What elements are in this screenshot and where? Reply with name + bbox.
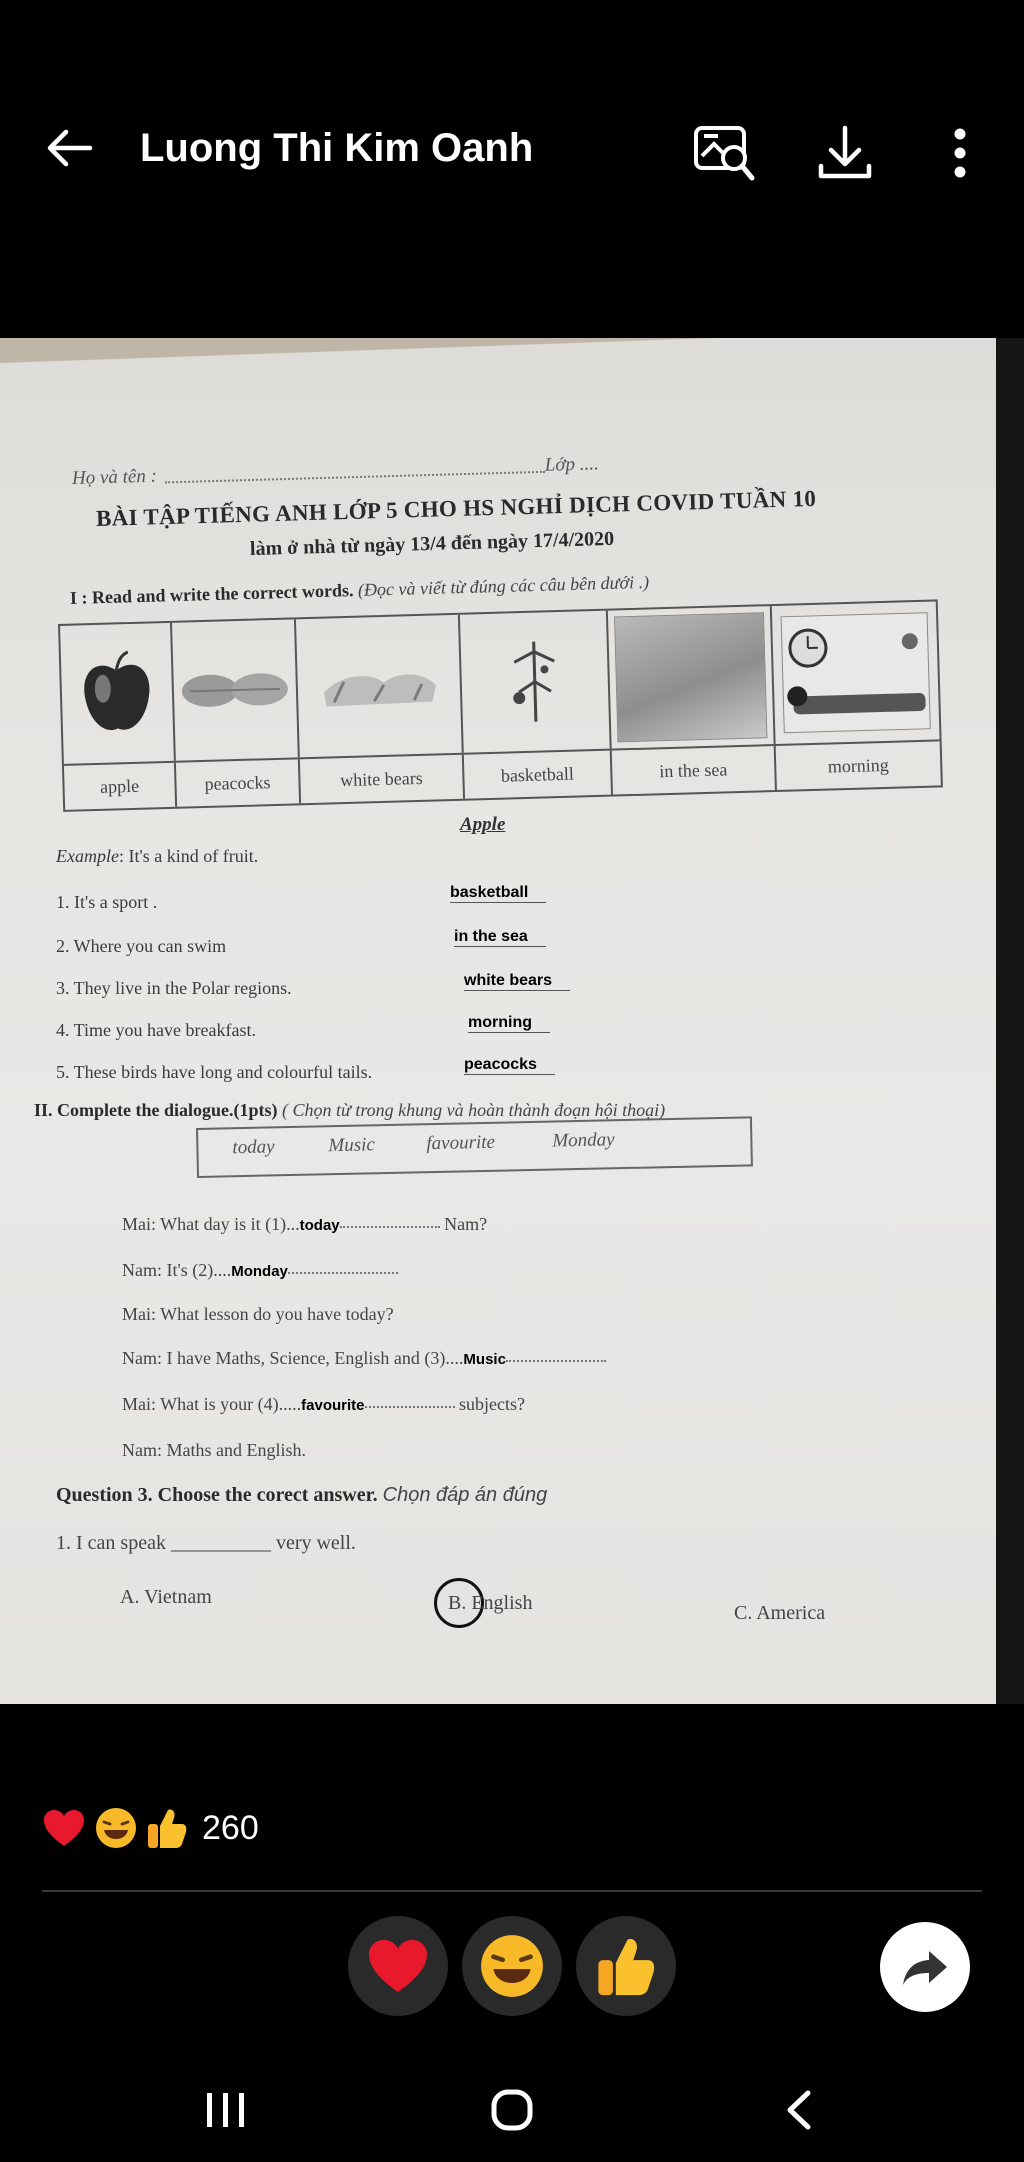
thumbs-up-icon xyxy=(146,1806,188,1850)
page-title: Luong Thi Kim Oanh xyxy=(140,126,534,170)
home-button[interactable] xyxy=(472,2080,552,2140)
label-white-bears: white bears xyxy=(300,755,465,804)
image-search-icon xyxy=(692,122,758,184)
dialogue-line-6: Nam: Maths and English. xyxy=(122,1440,306,1460)
label-apple: apple xyxy=(64,763,177,810)
laugh-icon xyxy=(478,1932,546,2000)
share-button[interactable] xyxy=(880,1922,970,2012)
dialogue-line-5: Mai: What is your (4).....favourite subjects? xyxy=(122,1394,525,1414)
heart-reaction-button[interactable] xyxy=(348,1916,448,2016)
word-monday: Monday xyxy=(552,1129,615,1152)
answer-2: in the sea xyxy=(454,928,546,947)
basketball-picture xyxy=(460,611,612,753)
download-button[interactable] xyxy=(810,118,880,188)
example-label: Example xyxy=(56,846,119,866)
question3-title: Question 3. Choose the corect answer. Chọn đáp án đúng xyxy=(56,1484,548,1506)
label-peacocks: peacocks xyxy=(176,759,301,806)
name-field xyxy=(72,453,599,490)
section1-hint: (Đọc và viết từ đúng các câu bên dưới .) xyxy=(357,571,650,600)
question-2: 2. Where you can swim xyxy=(56,936,227,956)
answer-5: peacocks xyxy=(464,1056,555,1075)
like-reaction-button[interactable] xyxy=(576,1916,676,2016)
word-favourite: favourite xyxy=(426,1131,496,1155)
laugh-icon xyxy=(94,1806,138,1850)
worksheet-paper xyxy=(0,338,1024,1704)
word-music: Music xyxy=(328,1134,376,1157)
more-options-button[interactable] xyxy=(930,118,990,188)
dialogue-line-3: Mai: What lesson do you have today? xyxy=(122,1304,394,1324)
word-today: today xyxy=(232,1136,275,1159)
label-in-the-sea: in the sea xyxy=(612,746,777,795)
arrow-left-icon xyxy=(46,128,94,168)
heart-icon xyxy=(366,1937,430,1995)
download-icon xyxy=(815,124,875,182)
more-vert-icon xyxy=(952,128,968,178)
recent-apps-button[interactable] xyxy=(186,2080,266,2140)
peacocks-picture xyxy=(172,619,300,760)
system-nav-bar xyxy=(0,2060,1024,2162)
home-icon xyxy=(490,2088,534,2132)
question3-hint: Chọn đáp án đúng xyxy=(382,1484,548,1506)
answer-3: white bears xyxy=(464,972,570,991)
morning-picture xyxy=(772,601,940,744)
name-label: Họ và tên : xyxy=(71,465,158,489)
worksheet-heading: BÀI TẬP TIẾNG ANH LỚP 5 CHO HS NGHỈ DỊCH COVID TUẦN 10 xyxy=(95,485,817,531)
white-bears-picture xyxy=(296,615,464,758)
laugh-reaction-button[interactable] xyxy=(462,1916,562,2016)
answer-1: basketball xyxy=(450,884,546,903)
dialogue-fill-1: today xyxy=(299,1217,340,1234)
dialogue-line-1: Mai: What day is it (1)...today Nam? xyxy=(122,1214,488,1234)
question3-item: 1. I can speak __________ very well. xyxy=(56,1532,356,1554)
image-search-button[interactable] xyxy=(690,118,760,188)
section1-title: I : Read and write the correct words. (Đọc và viết từ đúng các câu bên dưới .) xyxy=(69,571,650,608)
label-basketball: basketball xyxy=(464,751,613,799)
reactions-summary[interactable] xyxy=(42,1806,259,1850)
example-answer: Apple xyxy=(460,814,506,835)
class-label: Lớp .... xyxy=(544,453,599,476)
back-button[interactable] xyxy=(40,118,100,178)
picture-table xyxy=(58,599,943,811)
photo-image[interactable] xyxy=(0,338,1024,1704)
answer-4: morning xyxy=(468,1014,550,1033)
dialogue-fill-3: Music xyxy=(463,1351,506,1368)
question-5: 5. These birds have long and colourful tails. xyxy=(56,1062,373,1082)
dialogue-fill-2: Monday xyxy=(231,1263,288,1280)
label-morning: morning xyxy=(827,754,890,777)
question-4: 4. Time you have breakfast. xyxy=(56,1020,256,1040)
dialogue-line-4: Nam: I have Maths, Science, English and (3)....Music xyxy=(122,1348,606,1369)
section2-hint: ( Chọn từ trong khung và hoàn thành đoạn hội thoại) xyxy=(282,1100,666,1120)
dialogue-line-2: Nam: It's (2)....Monday xyxy=(122,1260,398,1281)
thumbs-up-icon xyxy=(595,1934,657,1998)
option-a: A. Vietnam xyxy=(120,1586,212,1608)
section2-title: II. Complete the dialogue.(1pts) ( Chọn từ trong khung và hoàn thành đoạn hội thoại) xyxy=(34,1100,666,1120)
example-text: : It's a kind of fruit. xyxy=(118,846,259,866)
back-icon xyxy=(784,2089,812,2131)
option-c: C. America xyxy=(734,1602,826,1624)
option-b: B. English xyxy=(448,1592,533,1614)
question-1: 1. It's a sport . xyxy=(56,892,158,912)
dialogue-fill-4: favourite xyxy=(301,1397,365,1414)
in-the-sea-picture xyxy=(608,606,776,749)
recent-apps-icon xyxy=(205,2091,247,2129)
top-app-bar xyxy=(0,0,1024,300)
nav-back-button[interactable] xyxy=(758,2080,838,2140)
example-line xyxy=(56,846,258,867)
question-3: 3. They live in the Polar regions. xyxy=(56,978,292,998)
share-icon xyxy=(901,1947,949,1987)
worksheet-subheading: làm ở nhà từ ngày 13/4 đến ngày 17/4/2020 xyxy=(249,527,615,560)
word-box xyxy=(196,1116,753,1178)
divider xyxy=(42,1890,982,1892)
reaction-count: 260 xyxy=(202,1808,259,1847)
heart-icon xyxy=(42,1808,86,1848)
apple-picture xyxy=(60,623,176,764)
